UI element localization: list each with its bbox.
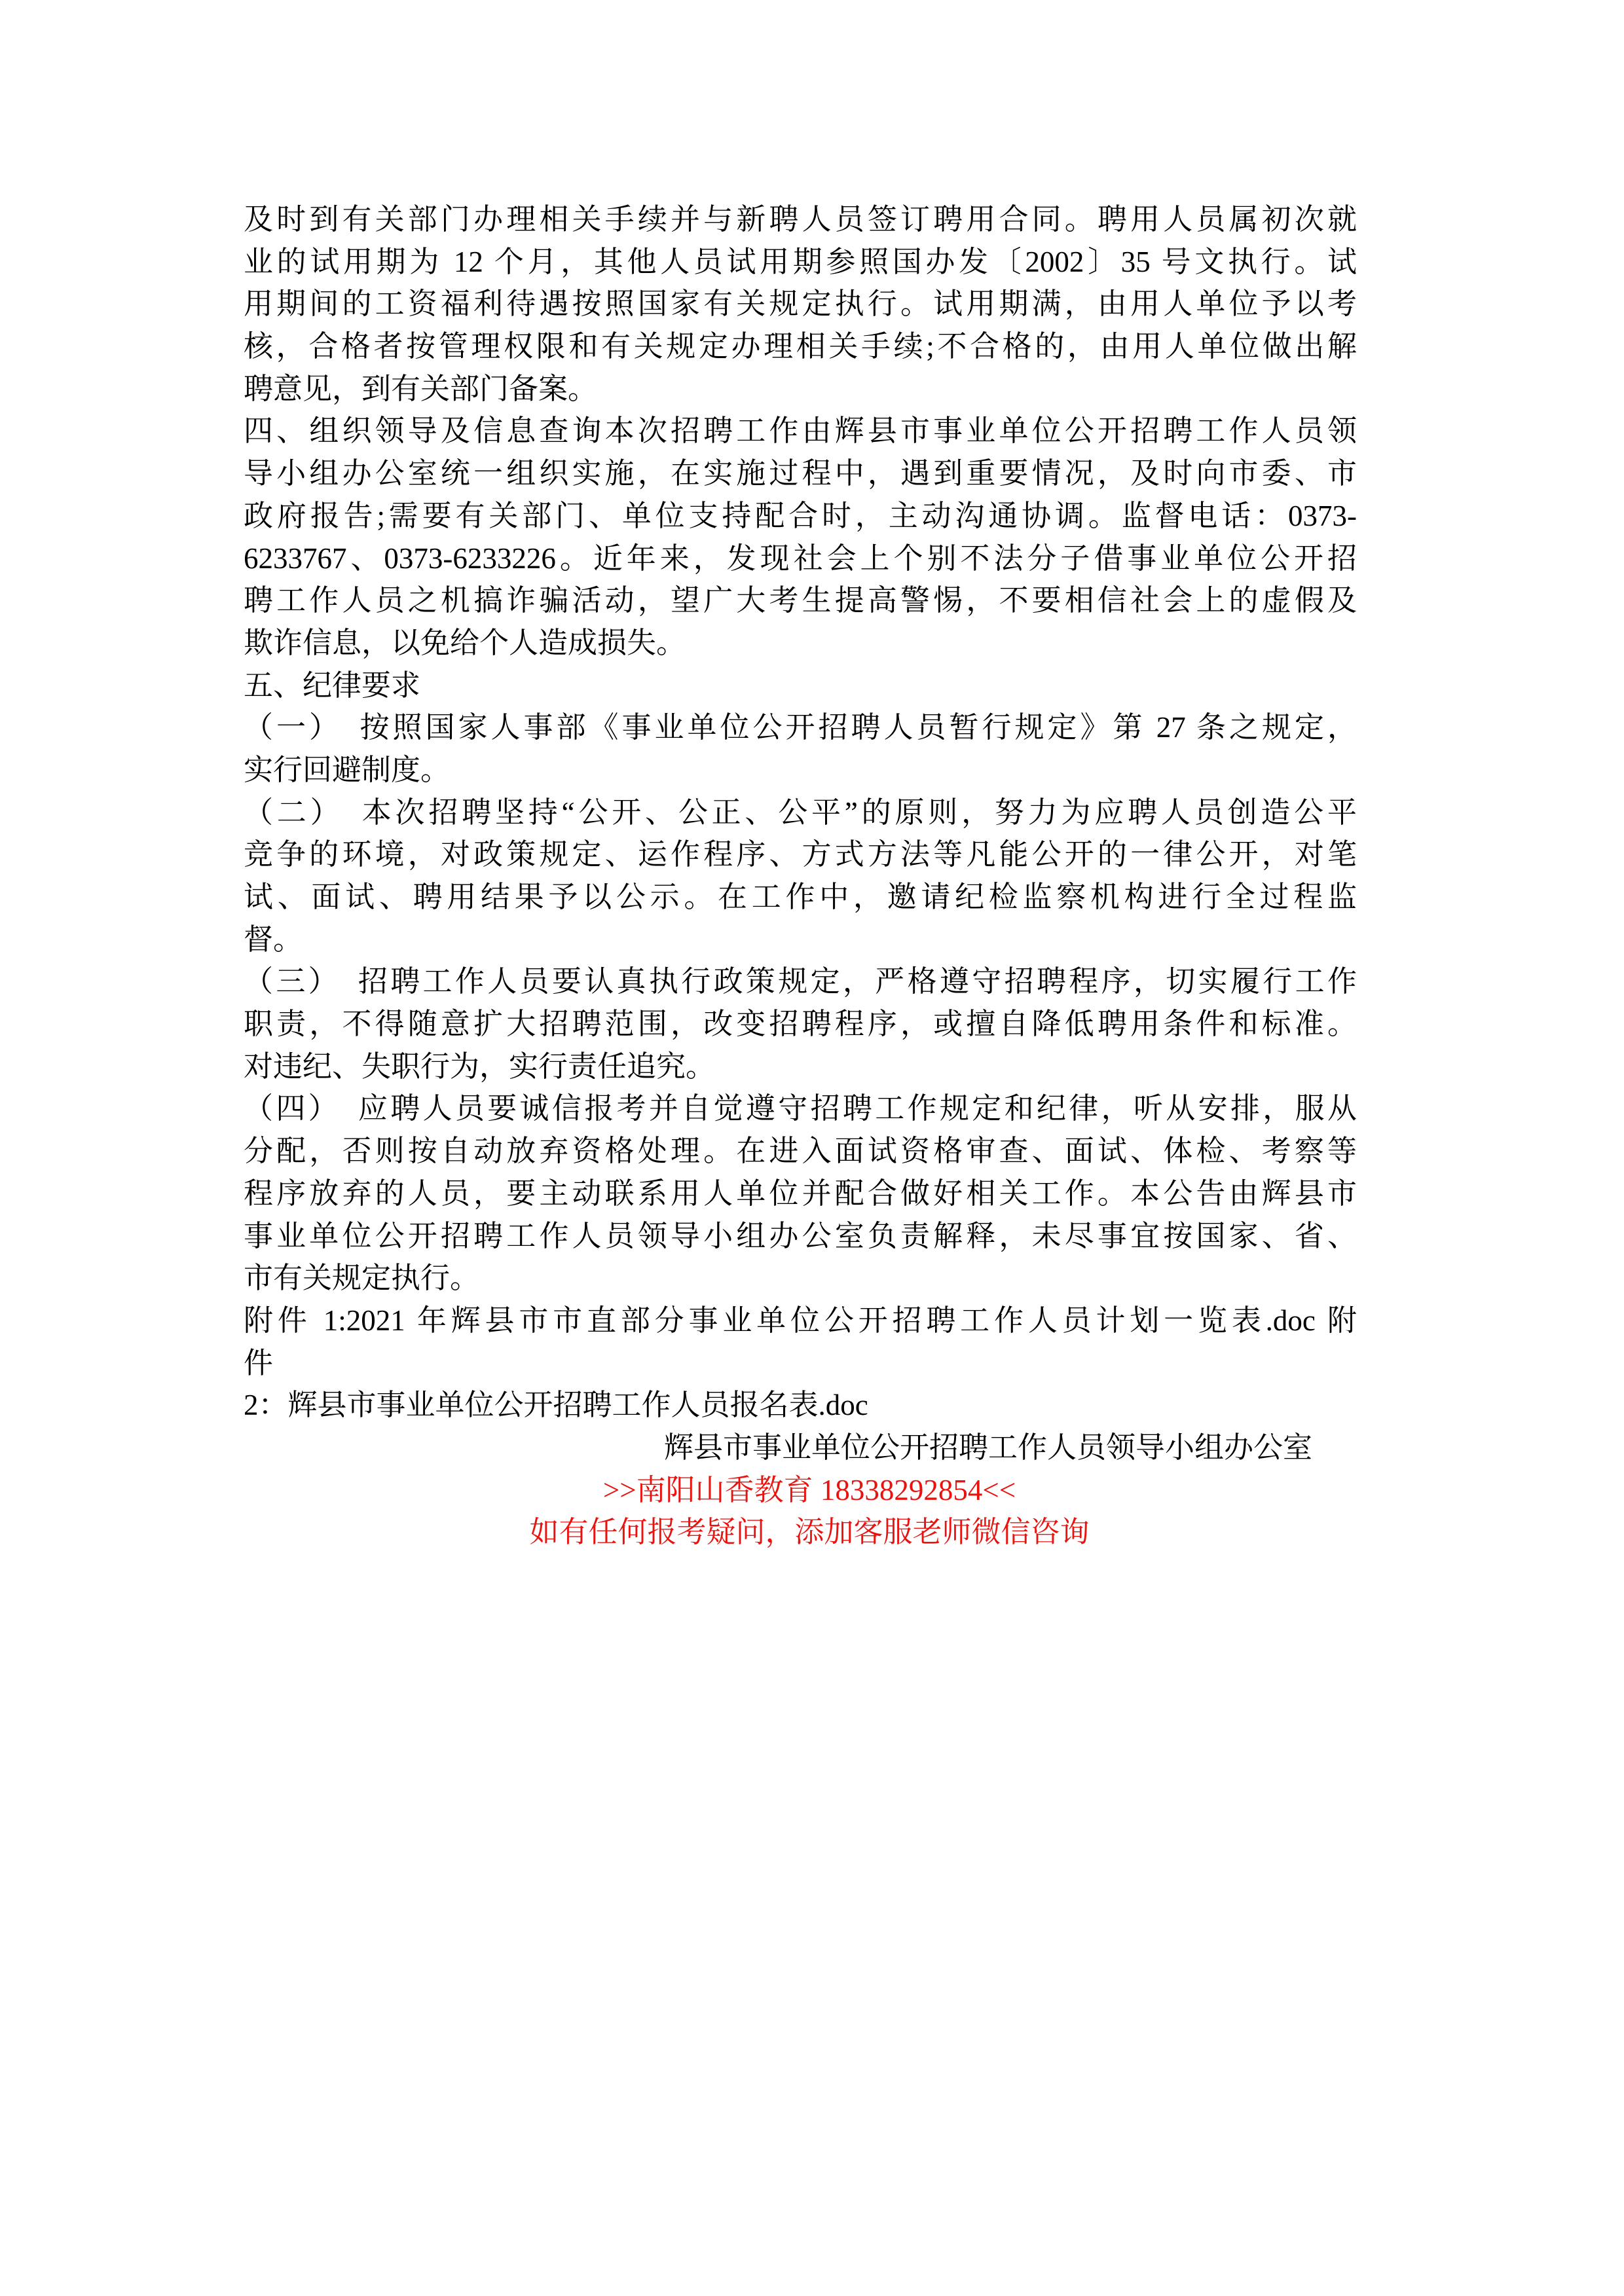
body-line: 业的试用期为 12 个月，其他人员试用期参照国办发〔2002〕35 号文执行。试	[244, 245, 1357, 278]
attachment-line: 件	[244, 1346, 274, 1379]
promo-help-line: 如有任何报考疑问，添加客服老师微信咨询	[529, 1516, 1090, 1549]
body-line: 四、组织领导及信息查询本次招聘工作由辉县市事业单位公开招聘工作人员领	[244, 414, 1357, 448]
body-line: （一） 按照国家人事部《事业单位公开招聘人员暂行规定》第 27 条之规定，	[244, 711, 1357, 744]
body-line: 市有关规定执行。	[244, 1262, 480, 1295]
body-line: 分配，否则按自动放弃资格处理。在进入面试资格审查、面试、体检、考察等	[244, 1135, 1357, 1168]
body-line: 督。	[244, 922, 303, 956]
promo-contact-line: >>南阳山香教育 18338292854<<	[602, 1473, 1016, 1506]
body-line: 五、纪律要求	[244, 668, 421, 702]
attachment-line: 附件 1:2021 年辉县市市直部分事业单位公开招聘工作人员计划一览表.doc 附	[244, 1303, 1357, 1337]
body-line: 用期间的工资福利待遇按照国家有关规定执行。试用期满，由用人单位予以考	[244, 287, 1357, 321]
body-line: 欺诈信息，以免给个人造成损失。	[244, 626, 686, 659]
document-body	[244, 198, 1357, 1554]
body-line: 聘工作人员之机搞诈骗活动，望广大考生提高警惕，不要相信社会上的虚假及	[244, 584, 1357, 617]
body-line: 导小组办公室统一组织实施，在实施过程中，遇到重要情况，及时向市委、市	[244, 457, 1357, 490]
attachment-line: 2：辉县市事业单位公开招聘工作人员报名表.doc	[244, 1389, 868, 1422]
body-line: 及时到有关部门办理相关手续并与新聘人员签订聘用合同。聘用人员属初次就	[244, 203, 1357, 236]
body-line: 聘意见，到有关部门备案。	[244, 372, 598, 405]
body-line: 政府报告;需要有关部门、单位支持配合时，主动沟通协调。监督电话：0373-	[244, 499, 1357, 532]
body-line: 6233767、0373-6233226。近年来，发现社会上个别不法分子借事业单位公开招	[244, 541, 1357, 575]
body-line: 竞争的环境，对政策规定、运作程序、方式方法等凡能公开的一律公开，对笔	[244, 838, 1357, 871]
body-line: 程序放弃的人员，要主动联系用人单位并配合做好相关工作。本公告由辉县市	[244, 1176, 1357, 1210]
body-line: 事业单位公开招聘工作人员领导小组办公室负责解释，未尽事宜按国家、省、	[244, 1219, 1357, 1252]
body-line: （三） 招聘工作人员要认真执行政策规定，严格遵守招聘程序，切实履行工作	[244, 965, 1357, 998]
body-line: 对违纪、失职行为，实行责任追究。	[244, 1049, 716, 1083]
signature-line: 辉县市事业单位公开招聘工作人员领导小组办公室	[663, 1430, 1312, 1464]
body-line: （四） 应聘人员要诚信报考并自觉遵守招聘工作规定和纪律，听从安排，服从	[244, 1092, 1357, 1125]
body-line: 试、面试、聘用结果予以公示。在工作中，邀请纪检监察机构进行全过程监	[244, 881, 1357, 913]
body-line: 职责，不得随意扩大招聘范围，改变招聘程序，或擅自降低聘用条件和标准。	[244, 1008, 1357, 1041]
body-line: 实行回避制度。	[244, 753, 451, 786]
body-line: （二） 本次招聘坚持“公开、公正、公平”的原则，努力为应聘人员创造公平	[244, 795, 1357, 829]
body-line: 核，合格者按管理权限和有关规定办理相关手续;不合格的，由用人单位做出解	[244, 330, 1357, 363]
